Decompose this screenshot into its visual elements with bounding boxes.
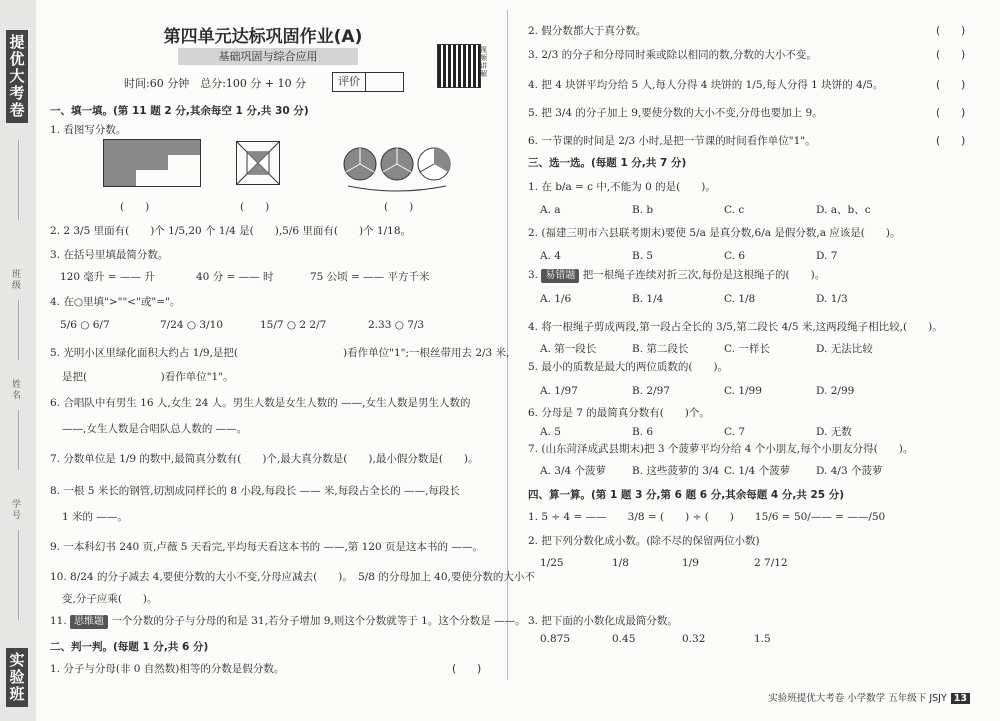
question-text: 是把( )看作单位"1"。 <box>62 371 234 383</box>
page-footer <box>768 690 970 704</box>
difficulty-tag: 易错题 <box>541 269 579 283</box>
question-text: 11. 思维题 一个分数的分子与分母的和是 31,若分子增加 9,则这个分数就等于 1。这个分数是 ——。 <box>50 615 526 627</box>
choice-option[interactable]: C. 6 <box>724 250 746 262</box>
spine-bar <box>0 0 36 721</box>
judge-question: 6. 一节课的时间是 2/3 小时,是把一节课的时间看作单位"1"。 <box>528 135 816 147</box>
cut-line <box>18 410 19 470</box>
question-text: 1 米的 ——。 <box>62 511 128 523</box>
page-title: 第四单元达标巩固作业(A) <box>163 27 363 47</box>
spine-brand-top: 提优大考卷 <box>6 30 28 123</box>
compare-item[interactable]: 2.33 ○ 7/3 <box>368 319 425 331</box>
answer-blank[interactable]: ( ) <box>120 201 150 213</box>
calc-item[interactable]: 0.45 <box>612 633 636 645</box>
question-body: 一个分数的分子与分母的和是 31,若分子增加 9,则这个分数就等于 1。这个分数是 ——。 <box>111 615 526 627</box>
judge-question: 1. 分子与分母(非 0 自然数)相等的分数是假分数。 <box>50 663 285 675</box>
choice-option[interactable]: C. 7 <box>724 426 746 438</box>
calc-question: 3. 把下面的小数化成最简分数。 <box>528 615 678 627</box>
choice-option[interactable]: C. 一样长 <box>724 343 770 355</box>
fill-item[interactable]: 40 分 = —— 时 <box>196 271 274 283</box>
calc-question: 2. 把下列分数化成小数。(除不尽的保留两位小数) <box>528 535 760 547</box>
choice-option[interactable]: B. 2/97 <box>632 385 670 397</box>
choice-question: 7. (山东菏泽成武县期末)把 3 个菠萝平均分给 4 个小朋友,每个小朋友分得( )。 <box>528 443 914 455</box>
question-text: 4. 在○里填">""<"或"="。 <box>50 296 181 308</box>
calc-item[interactable]: 1/9 <box>682 557 699 569</box>
choice-option[interactable]: D. 1/3 <box>816 293 848 305</box>
calc-item[interactable]: 0.32 <box>682 633 706 645</box>
question-text: 5. 光明小区里绿化面积大约占 1/9,是把( )看作单位"1";一根丝带用去 2/3 米, <box>50 347 510 359</box>
choice-option[interactable]: B. 1/4 <box>632 293 664 305</box>
cut-line <box>18 140 19 220</box>
judge-question: 2. 假分数都大于真分数。 <box>528 25 647 37</box>
choice-option[interactable]: A. 3/4 个菠萝 <box>540 465 606 477</box>
evaluation-box <box>332 72 404 92</box>
judge-answer-box[interactable]: ( ) <box>936 107 966 119</box>
choice-option[interactable]: D. 7 <box>816 250 838 262</box>
section-title: 二、判一判。(每题 1 分,共 6 分) <box>50 641 209 653</box>
choice-question: 4. 将一根绳子剪成两段,第一段占全长的 3/5,第二段长 4/5 米,这两段绳子相比较,( )。 <box>528 321 943 333</box>
question-text: 3. 在括号里填最简分数。 <box>50 249 169 261</box>
choice-option[interactable]: C. 1/99 <box>724 385 762 397</box>
question-text: 8. 一根 5 米长的钢管,切割成同样长的 8 小段,每段长 —— 米,每段占全长的 ——,每段长 <box>50 485 460 497</box>
time-score-line: 时间:60 分钟 总分:100 分 + 10 分 <box>124 77 307 90</box>
compare-item[interactable]: 5/6 ○ 6/7 <box>60 319 110 331</box>
choice-option[interactable]: D. 无法比较 <box>816 343 873 355</box>
page-number: 13 <box>951 693 970 704</box>
spine-label-name: 姓名 <box>12 380 22 401</box>
calc-item[interactable]: 1.5 <box>754 633 771 645</box>
section-title: 四、算一算。(第 1 题 3 分,第 6 题 6 分,其余每题 4 分,共 25 分) <box>528 489 845 501</box>
compare-item[interactable]: 7/24 ○ 3/10 <box>160 319 223 331</box>
judge-answer-box[interactable]: ( ) <box>936 135 966 147</box>
question-text: 7. 分数单位是 1/9 的数中,最简真分数有( )个,最大真分数是( ),最小假分数是( )。 <box>50 453 479 465</box>
question-text: ——,女生人数是合唱队总人数的 ——。 <box>62 423 248 435</box>
choice-option[interactable]: B. 第二段长 <box>632 343 689 355</box>
question-body: 把一根绳子连续对折三次,每份是这根绳子的( )。 <box>582 269 826 281</box>
circles-figure <box>342 146 454 194</box>
judge-question: 4. 把 4 块饼平均分给 5 人,每人分得 4 块饼的 1/5,每人分得 1 块饼的 4/5。 <box>528 79 884 91</box>
judge-question: 5. 把 3/4 的分子加上 9,要使分数的大小不变,分母也要加上 9。 <box>528 107 823 119</box>
choice-option[interactable]: C. 1/8 <box>724 293 756 305</box>
compare-item[interactable]: 15/7 ○ 2 2/7 <box>260 319 327 331</box>
answer-blank[interactable]: ( ) <box>384 201 414 213</box>
choice-option[interactable]: D. a、b、c <box>816 204 871 216</box>
footer-text: 实验班提优大考卷 小学数学 五年级下 JSJY <box>768 693 947 704</box>
choice-option[interactable]: A. 1/97 <box>540 385 578 397</box>
calc-item[interactable]: 0.875 <box>540 633 571 645</box>
choice-option[interactable]: B. 这些菠萝的 3/4 <box>632 465 720 477</box>
calc-item[interactable]: 1/8 <box>612 557 629 569</box>
evaluation-label: 评价 <box>333 73 366 91</box>
question-text: 10. 8/24 的分子减去 4,要使分数的大小不变,分母应减去( )。 5/8 的分母加上 40,要使分数的大小不 <box>50 571 535 583</box>
judge-answer-box[interactable]: ( ) <box>452 663 482 675</box>
spine-label-class: 班级 <box>12 270 22 291</box>
choice-option[interactable]: B. 5 <box>632 250 654 262</box>
question-text: 1. 看图写分数。 <box>50 124 127 136</box>
page-subtitle: 基础巩固与综合应用 <box>178 48 358 65</box>
choice-option[interactable]: A. 第一段长 <box>540 343 597 355</box>
cut-line <box>18 530 19 620</box>
fill-item[interactable]: 75 公顷 = —— 平方千米 <box>310 271 430 283</box>
judge-answer-box[interactable]: ( ) <box>936 79 966 91</box>
fill-item[interactable]: 120 毫升 = —— 升 <box>60 271 155 283</box>
choice-option[interactable]: A. 5 <box>540 426 561 438</box>
question-text: 变,分子应乘( )。 <box>62 593 158 605</box>
choice-option[interactable]: C. 1/4 个菠萝 <box>724 465 791 477</box>
calc-item[interactable]: 1/25 <box>540 557 564 569</box>
difficulty-tag: 思维题 <box>70 615 108 629</box>
question-text: 6. 合唱队中有男生 16 人,女生 24 人。男生人数是女生人数的 ——,女生人数是男生人数的 <box>50 397 471 409</box>
choice-option[interactable]: D. 无数 <box>816 426 852 438</box>
section-title: 一、填一填。(第 11 题 2 分,其余每空 1 分,共 30 分) <box>50 105 309 117</box>
choice-option[interactable]: B. b <box>632 204 654 216</box>
answer-blank[interactable]: ( ) <box>240 201 270 213</box>
choice-option[interactable]: A. 1/6 <box>540 293 572 305</box>
choice-question: 2. (福建三明市六县联考期末)要使 5/a 是真分数,6/a 是假分数,a 应该是( )。 <box>528 227 901 239</box>
fraction-grid-figure <box>103 139 201 187</box>
question-text: 9. 一本科幻书 240 页,卢薇 5 天看完,平均每天看这本书的 ——,第 120 页是这本书的 ——。 <box>50 541 483 553</box>
choice-question: 1. 在 b/a = c 中,不能为 0 的是( )。 <box>528 181 716 193</box>
judge-answer-box[interactable]: ( ) <box>936 49 966 61</box>
spine-label-id: 学号 <box>12 500 22 521</box>
choice-option[interactable]: D. 2/99 <box>816 385 855 397</box>
qr-code-icon[interactable] <box>437 44 481 88</box>
square-figure <box>236 141 280 185</box>
choice-question: 6. 分母是 7 的最简真分数有( )个。 <box>528 407 710 419</box>
choice-option[interactable]: A. 4 <box>540 250 561 262</box>
judge-answer-box[interactable]: ( ) <box>936 25 966 37</box>
spine-brand-bottom: 实验班 <box>6 648 28 707</box>
judge-question: 3. 2/3 的分子和分母同时乘或除以相同的数,分数的大小不变。 <box>528 49 817 61</box>
qr-label: 视频讲解 <box>480 46 487 78</box>
calc-question: 1. 5 ÷ 4 = —— 3/8 = ( ) ÷ ( ) 15/6 = 50/—— = ——/50 <box>528 511 886 523</box>
cut-line <box>18 300 19 360</box>
choice-option[interactable]: D. 4/3 个菠萝 <box>816 465 883 477</box>
choice-question: 3. 易错题 把一根绳子连续对折三次,每份是这根绳子的( )。 <box>528 269 826 281</box>
choice-question: 5. 最小的质数是最大的两位质数的( )。 <box>528 361 729 373</box>
choice-option[interactable]: C. c <box>724 204 745 216</box>
choice-option[interactable]: A. a <box>540 204 561 216</box>
section-title: 三、选一选。(每题 1 分,共 7 分) <box>528 157 687 169</box>
choice-option[interactable]: B. 6 <box>632 426 654 438</box>
calc-item[interactable]: 2 7/12 <box>754 557 788 569</box>
question-text: 2. 2 3/5 里面有( )个 1/5,20 个 1/4 是( ),5/6 里面有( )个 1/18。 <box>50 225 412 237</box>
